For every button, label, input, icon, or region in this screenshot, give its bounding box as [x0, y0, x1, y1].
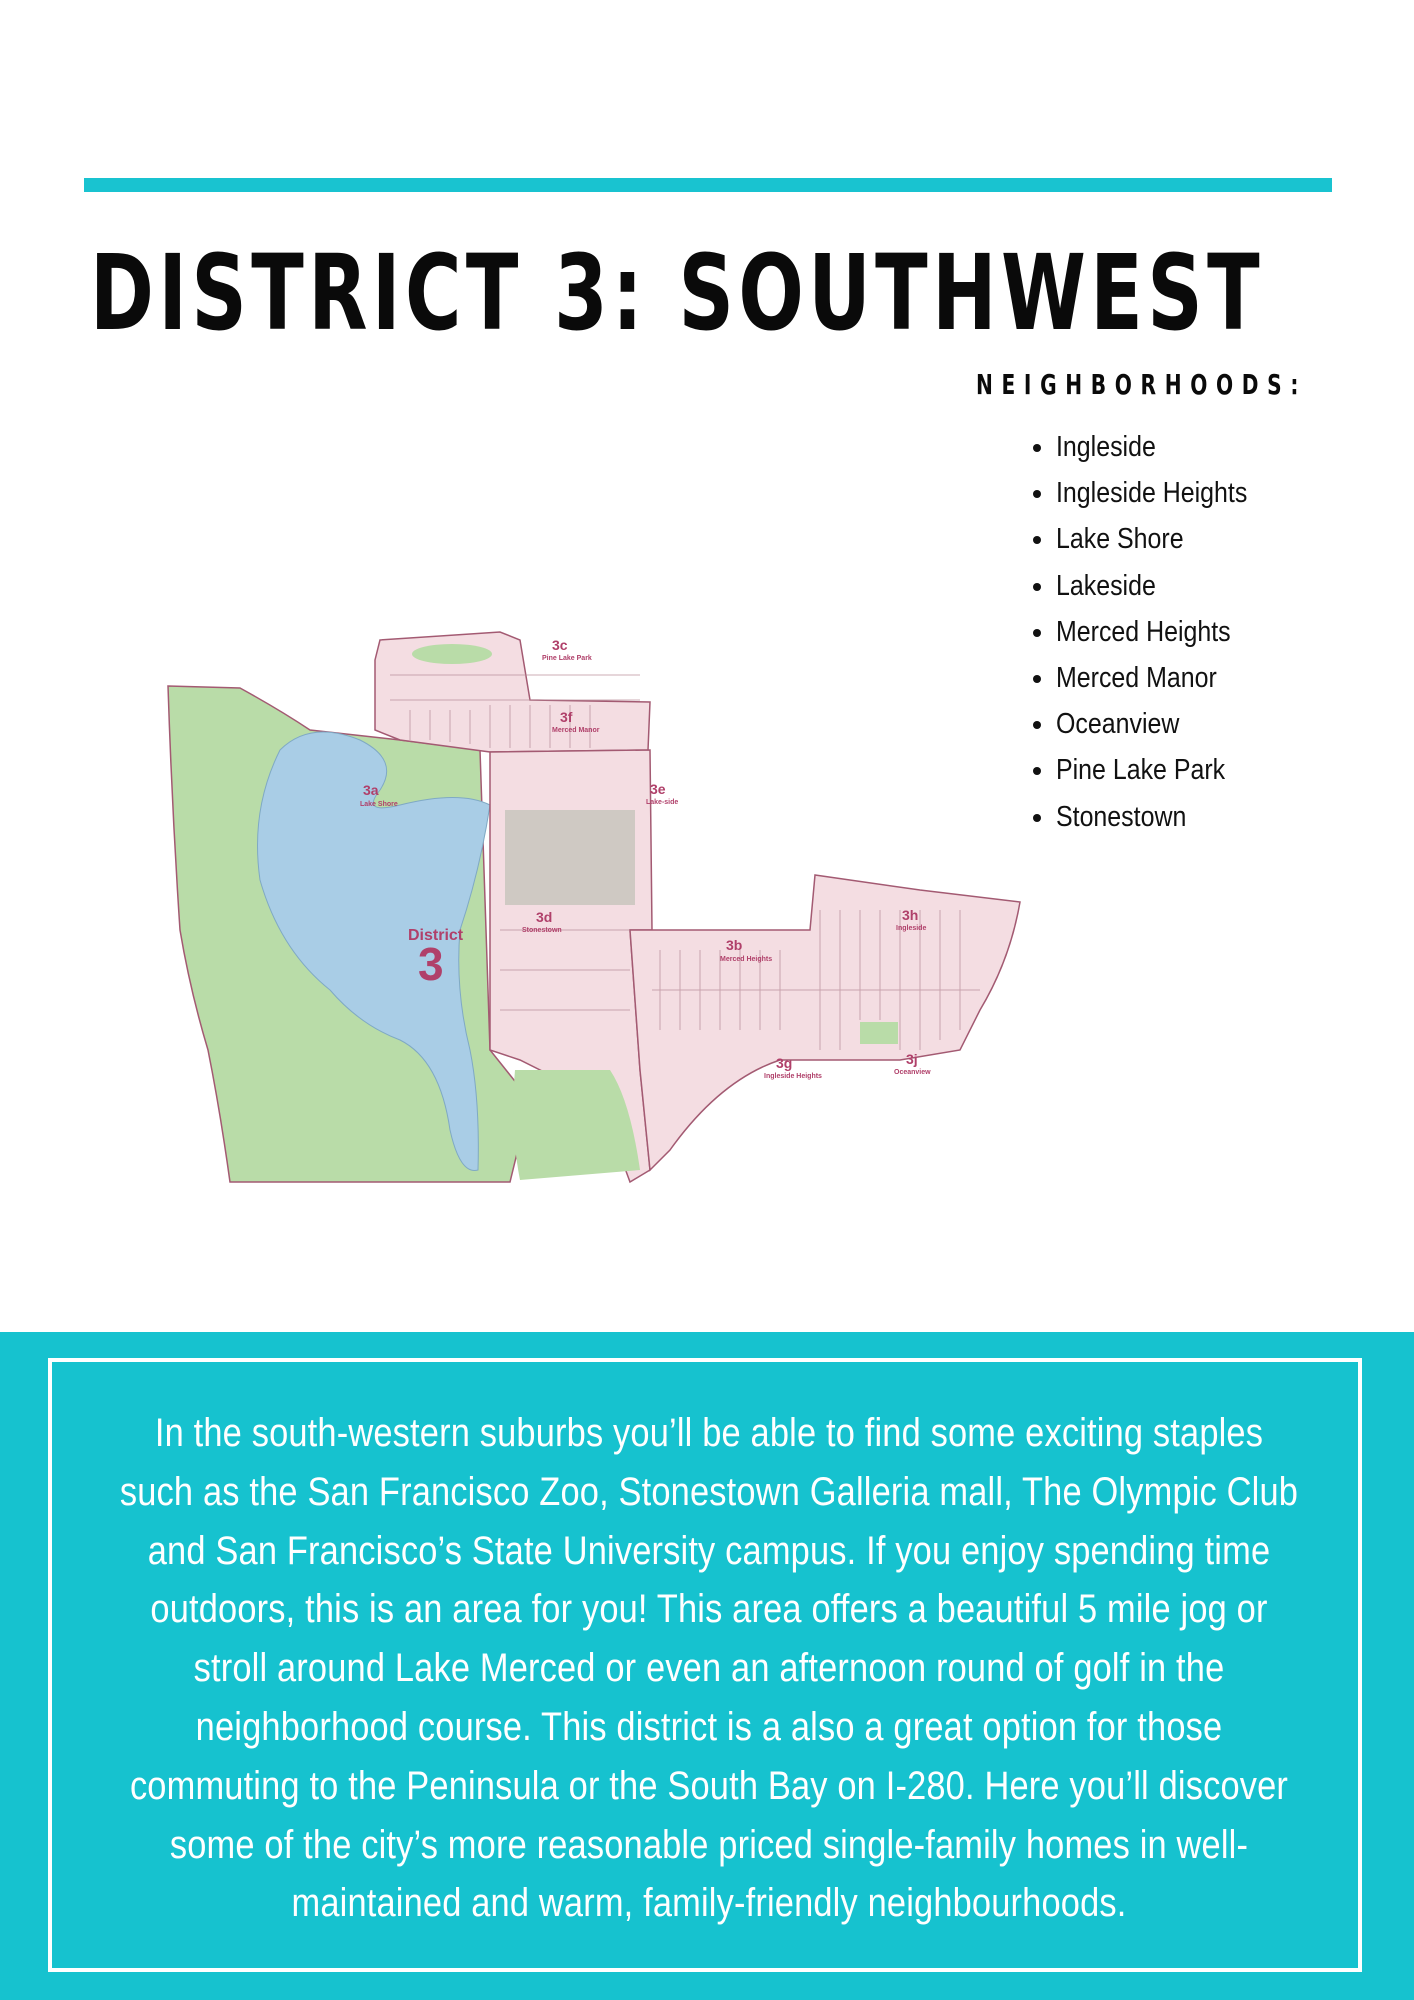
map-district-label: District	[408, 927, 464, 944]
map-east-blocks	[630, 875, 1020, 1170]
neighborhoods-heading: NEIGHBORHOODS:	[976, 368, 1308, 401]
district-map	[160, 630, 1060, 1190]
map-area-name: Oceanview	[894, 1069, 931, 1076]
map-area-code: 3c	[552, 637, 568, 653]
map-area-name: Lake-side	[646, 799, 679, 806]
list-item: • Stonestown	[1056, 794, 1278, 840]
top-accent-rule	[84, 178, 1332, 192]
footer-description: In the south-western suburbs you’ll be able to find some exciting staples such as the San Francisco Zoo, Stonestown Galleria mall, The Olympic Club and San Francisco’s State University campus. If you enjoy spending time outdoors, this is an area for you! This area offers a beautiful 5 mile jog or stroll around Lake Merced or even an afternoon round of golf in the neighborhood course. This district is a also a great option for those commuting to the Peninsula or the South Bay on I-280. Here you’ll discover some of the city’s more reasonable priced single-family homes in well-maintained and warm, family-friendly neighbourhoods.	[119, 1411, 1299, 1926]
map-area-name: Merced Heights	[720, 956, 773, 963]
map-area-code: 3e	[650, 781, 666, 797]
footer-frame	[48, 1358, 1362, 1972]
list-item: • Merced Heights	[1056, 609, 1278, 655]
map-area-name: Ingleside Heights	[764, 1073, 822, 1080]
map-area-name: Pine Lake Park	[542, 655, 592, 662]
map-area-name: Ingleside	[896, 925, 927, 932]
neighborhoods-list	[1022, 424, 1278, 840]
map-area-name: Stonestown	[522, 927, 562, 934]
map-area-code: 3g	[776, 1055, 793, 1071]
list-item: • Pine Lake Park	[1056, 747, 1278, 793]
footer-panel	[0, 1332, 1414, 2000]
map-area-code: 3j	[906, 1051, 918, 1067]
list-item: • Ingleside Heights	[1056, 470, 1278, 516]
map-area-name: Lake Shore	[360, 801, 398, 808]
map-area-code: 3d	[536, 909, 553, 925]
map-area-code: 3f	[560, 709, 573, 725]
map-area-name: Merced Manor	[552, 727, 600, 734]
map-area-code: 3h	[902, 907, 919, 923]
page-title: DISTRICT 3: SOUTHWEST	[90, 232, 1265, 354]
map-area-code: 3b	[726, 937, 743, 953]
map-campus	[505, 810, 635, 905]
map-district-number: 3	[418, 938, 444, 990]
list-item: • Merced Manor	[1056, 655, 1278, 701]
map-area-code: 3a	[363, 782, 379, 798]
list-item: • Oceanview	[1056, 701, 1278, 747]
list-item: • Ingleside	[1056, 424, 1278, 470]
list-item: • Lake Shore	[1056, 516, 1278, 562]
list-item: • Lakeside	[1056, 563, 1278, 609]
